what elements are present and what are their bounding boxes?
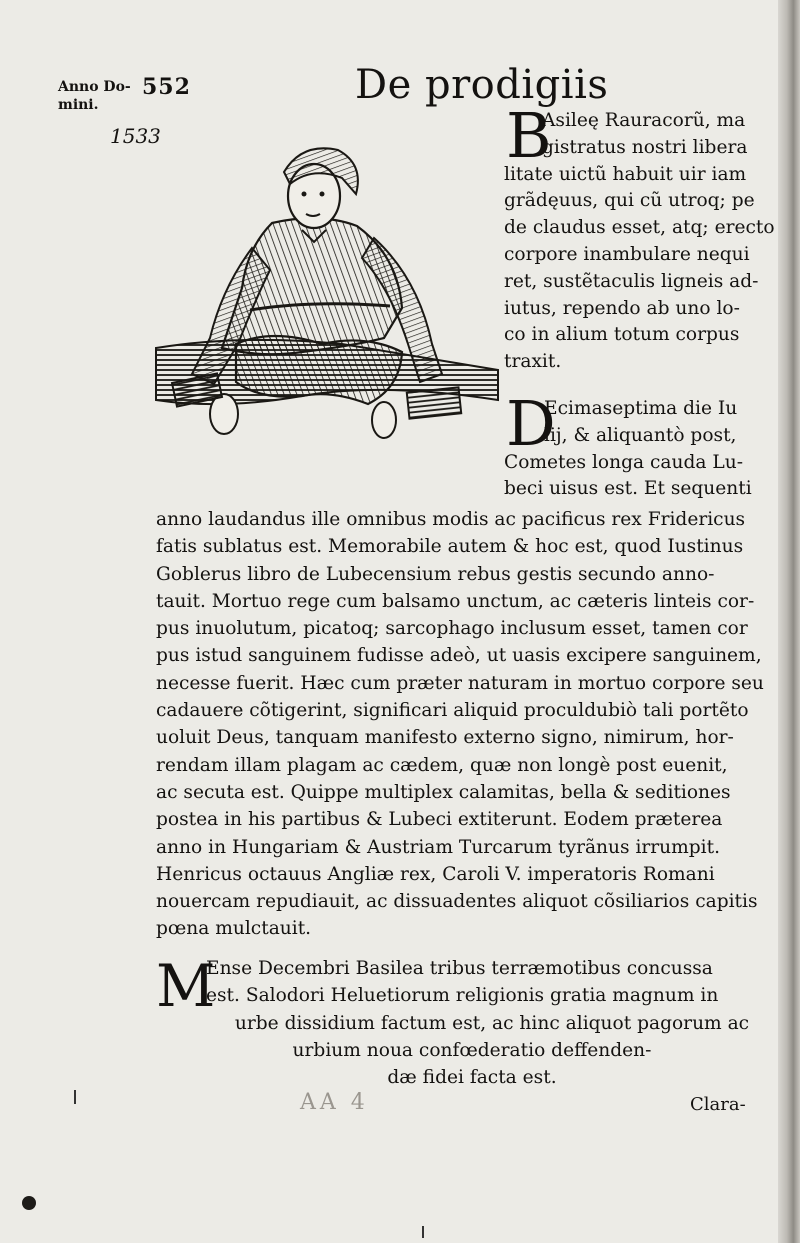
text-line: necesse fuerit. Hæc cum præter naturam in mortuo corpore seu — [156, 672, 764, 694]
text-line: Ense Decembri Basilea tribus terræmotibus concussa — [206, 958, 713, 979]
text-line: Ecimaseptima die Iu — [544, 398, 738, 419]
signature-mark: AA 4 — [300, 1090, 369, 1115]
text-line: beci uisus est. Et sequenti — [504, 478, 752, 500]
text-line: pus istud sanguinem fudisse adeò, ut uasis excipere sanguinem, — [156, 645, 762, 667]
text-line: anno laudandus ille omnibus modis ac pacificus rex Fridericus — [156, 509, 746, 530]
margin-label-line2: mini. — [58, 97, 99, 113]
text-line: fatis sublatus est. Memorabile autem & hoc est, quod Iustinus — [156, 536, 744, 558]
text-line: lij, & aliquantò post, — [544, 424, 737, 446]
ink-blot — [22, 1196, 36, 1210]
paragraph-basileae — [504, 99, 786, 376]
text-line: litate uictũ habuit uir iam — [504, 163, 747, 185]
text-line: anno in Hungariam & Austriam Turcarum tyrãnus irrumpit. — [156, 836, 721, 858]
text-line: nouercam repudiauit, ac dissuadentes aliquot cõsiliarios capitis — [156, 891, 758, 913]
text-line: corpore inambulare nequi — [504, 243, 750, 265]
paragraph-body — [156, 506, 788, 943]
text-line: ac secuta est. Quippe multiplex calamitas, bella & seditiones — [156, 781, 731, 803]
year-note: 1533 — [110, 124, 161, 148]
text-line: Henricus octauus Angliæ rex, Caroli V. imperatoris Romani — [156, 863, 715, 885]
drop-cap-d: D — [506, 387, 556, 460]
text-line: traxit. — [504, 351, 562, 373]
text-line: Goblerus libro de Lubecensium rebus gestis secundo anno- — [156, 563, 715, 585]
text-line: urbium noua confœderatio deffenden- — [292, 1039, 652, 1061]
text-line: uoluit Deus, tanquam manifesto externo signo, nimirum, hor- — [156, 727, 734, 749]
text-line: dæ fidei facta est. — [387, 1067, 557, 1089]
text-line: est. Salodori Heluetiorum religionis gratia magnum in — [206, 985, 719, 1007]
paragraph-decimaseptima — [504, 387, 789, 503]
text-line: pœna mulctauit. — [156, 918, 312, 940]
text-line: urbe dissidium factum est, ac hinc aliquot pagorum ac — [234, 1012, 750, 1034]
text-line: ret, sustẽtaculis ligneis ad- — [504, 270, 759, 292]
text-line: pus inuolutum, picatoq; sarcophago inclusum esset, tamen cor — [156, 618, 748, 640]
text-line: Cometes longa cauda Lu- — [504, 451, 743, 473]
text-line: de claudus esset, atq; erecto — [504, 217, 775, 239]
page-number: 552 — [142, 74, 191, 100]
text-line: tauit. Mortuo rege cum balsamo unctum, ac cæteris linteis cor- — [156, 590, 755, 612]
text-line: rendam illam plagam ac cædem, quæ non longè post euenit, — [156, 754, 728, 776]
woodcut-illustration — [152, 138, 500, 460]
catchword: Clara- — [690, 1094, 746, 1115]
margin-tick — [74, 1090, 76, 1104]
text-line: Asileę Rauracorũ, ma — [542, 110, 746, 131]
text-line: iutus, rependo ab uno lo- — [504, 297, 740, 319]
text-line: co in alium totum corpus — [504, 324, 740, 346]
margin-label-line1: Anno Do- — [58, 79, 131, 95]
margin-tick — [422, 1226, 424, 1238]
page-title: De prodigiis — [355, 62, 609, 108]
margin-note — [58, 78, 131, 114]
text-line: gistratus nostri libera — [542, 136, 748, 158]
drop-cap-b: B — [506, 99, 552, 172]
paragraph-mense — [156, 952, 788, 1091]
text-line: grãdęuus, qui cũ utroq; pe — [504, 190, 755, 212]
text-line: cadauere cõtigerint, significari aliquid proculdubiò tali portẽto — [156, 700, 749, 722]
text-line: postea in his partibus & Lubeci extiterunt. Eodem præterea — [156, 809, 723, 831]
drop-cap-m: M — [156, 952, 216, 1020]
